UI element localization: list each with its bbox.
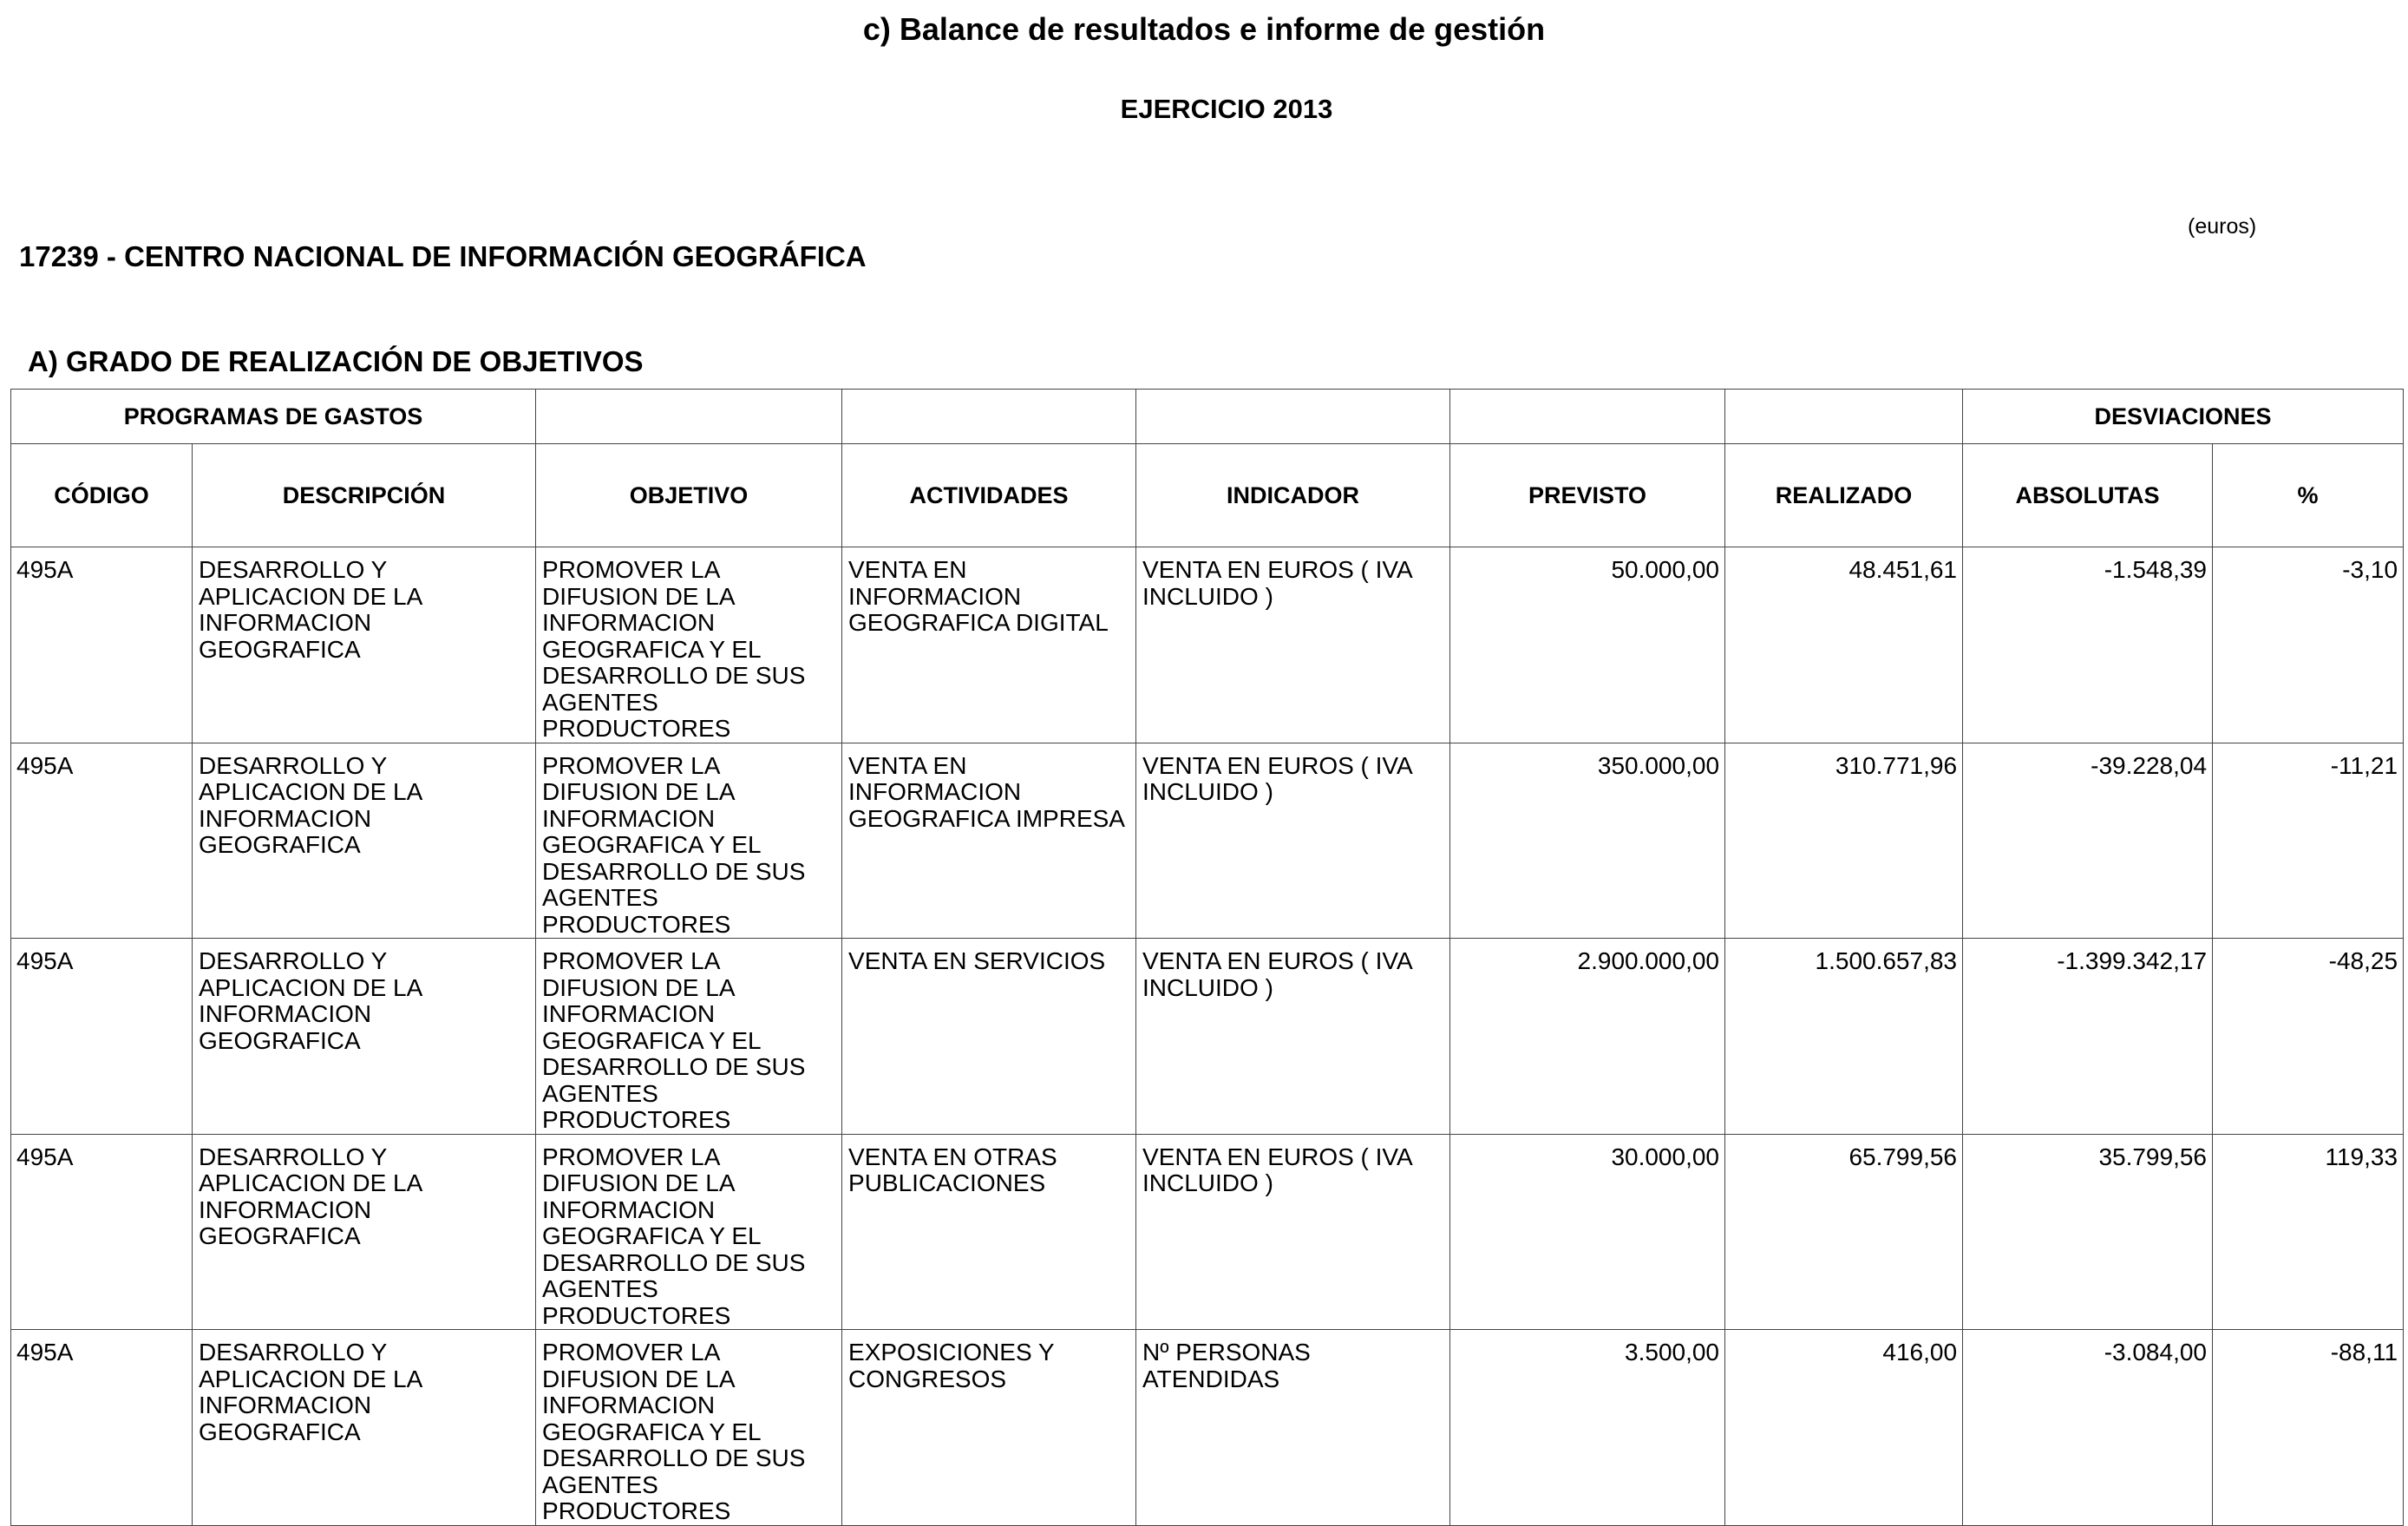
cell-previsto: 3.500,00 (1450, 1330, 1725, 1526)
group-header-empty (1725, 390, 1963, 444)
cell-porcentaje: -48,25 (2213, 939, 2404, 1135)
cell-actividades: VENTA EN INFORMACION GEOGRAFICA IMPRESA (842, 743, 1136, 939)
cell-realizado: 416,00 (1725, 1330, 1963, 1526)
cell-absolutas: -39.228,04 (1963, 743, 2213, 939)
column-header-indicador: INDICADOR (1136, 444, 1450, 547)
group-header-row (11, 390, 2404, 444)
cell-previsto: 2.900.000,00 (1450, 939, 1725, 1135)
cell-indicador: VENTA EN EUROS ( IVA INCLUIDO ) (1136, 1134, 1450, 1330)
column-header-descripcion: DESCRIPCIÓN (193, 444, 536, 547)
column-header-absolutas: ABSOLUTAS (1963, 444, 2213, 547)
cell-codigo: 495A (11, 547, 193, 743)
cell-actividades: EXPOSICIONES Y CONGRESOS (842, 1330, 1136, 1526)
cell-objetivo: PROMOVER LA DIFUSION DE LA INFORMACION GEOGRAFICA Y EL DESARROLLO DE SUS AGENTES PRODUCTORES (536, 1330, 842, 1526)
cell-realizado: 1.500.657,83 (1725, 939, 1963, 1135)
cell-previsto: 30.000,00 (1450, 1134, 1725, 1330)
cell-porcentaje: -3,10 (2213, 547, 2404, 743)
column-header-codigo: CÓDIGO (11, 444, 193, 547)
cell-objetivo: PROMOVER LA DIFUSION DE LA INFORMACION GEOGRAFICA Y EL DESARROLLO DE SUS AGENTES PRODUCTORES (536, 743, 842, 939)
table-row (11, 1134, 2404, 1330)
table-row (11, 939, 2404, 1135)
table-row (11, 1330, 2404, 1526)
table-row (11, 743, 2404, 939)
cell-actividades: VENTA EN INFORMACION GEOGRAFICA DIGITAL (842, 547, 1136, 743)
fiscal-year-heading: EJERCICIO 2013 (1120, 94, 1333, 124)
cell-porcentaje: 119,33 (2213, 1134, 2404, 1330)
column-header-porcentaje: % (2213, 444, 2404, 547)
column-header-realizado: REALIZADO (1725, 444, 1963, 547)
cell-realizado: 65.799,56 (1725, 1134, 1963, 1330)
cell-objetivo: PROMOVER LA DIFUSION DE LA INFORMACION GEOGRAFICA Y EL DESARROLLO DE SUS AGENTES PRODUCTORES (536, 1134, 842, 1330)
cell-realizado: 48.451,61 (1725, 547, 1963, 743)
cell-codigo: 495A (11, 1330, 193, 1526)
column-header-previsto: PREVISTO (1450, 444, 1725, 547)
cell-porcentaje: -88,11 (2213, 1330, 2404, 1526)
cell-codigo: 495A (11, 743, 193, 939)
group-header-programas: PROGRAMAS DE GASTOS (11, 390, 536, 444)
group-header-empty (536, 390, 842, 444)
cell-indicador: Nº PERSONAS ATENDIDAS (1136, 1330, 1450, 1526)
column-header-objetivo: OBJETIVO (536, 444, 842, 547)
cell-descripcion: DESARROLLO Y APLICACION DE LA INFORMACION GEOGRAFICA (193, 743, 536, 939)
cell-absolutas: -3.084,00 (1963, 1330, 2213, 1526)
cell-indicador: VENTA EN EUROS ( IVA INCLUIDO ) (1136, 547, 1450, 743)
cell-absolutas: -1.399.342,17 (1963, 939, 2213, 1135)
section-heading: A) GRADO DE REALIZACIÓN DE OBJETIVOS (28, 345, 644, 377)
cell-descripcion: DESARROLLO Y APLICACION DE LA INFORMACION GEOGRAFICA (193, 547, 536, 743)
cell-objetivo: PROMOVER LA DIFUSION DE LA INFORMACION GEOGRAFICA Y EL DESARROLLO DE SUS AGENTES PRODUCTORES (536, 547, 842, 743)
group-header-empty (1136, 390, 1450, 444)
group-header-empty (842, 390, 1136, 444)
cell-codigo: 495A (11, 939, 193, 1135)
column-header-actividades: ACTIVIDADES (842, 444, 1136, 547)
cell-actividades: VENTA EN SERVICIOS (842, 939, 1136, 1135)
page-title: c) Balance de resultados e informe de gestión (862, 11, 1546, 47)
entity-heading: 17239 - CENTRO NACIONAL DE INFORMACIÓN GEOGRÁFICA (19, 240, 867, 272)
group-header-desviaciones: DESVIACIONES (1963, 390, 2404, 444)
objectives-table (10, 389, 2404, 1526)
cell-previsto: 50.000,00 (1450, 547, 1725, 743)
cell-objetivo: PROMOVER LA DIFUSION DE LA INFORMACION GEOGRAFICA Y EL DESARROLLO DE SUS AGENTES PRODUCTORES (536, 939, 842, 1135)
cell-indicador: VENTA EN EUROS ( IVA INCLUIDO ) (1136, 939, 1450, 1135)
cell-descripcion: DESARROLLO Y APLICACION DE LA INFORMACION GEOGRAFICA (193, 1330, 536, 1526)
cell-indicador: VENTA EN EUROS ( IVA INCLUIDO ) (1136, 743, 1450, 939)
cell-absolutas: 35.799,56 (1963, 1134, 2213, 1330)
cell-realizado: 310.771,96 (1725, 743, 1963, 939)
cell-actividades: VENTA EN OTRAS PUBLICACIONES (842, 1134, 1136, 1330)
cell-codigo: 495A (11, 1134, 193, 1330)
cell-descripcion: DESARROLLO Y APLICACION DE LA INFORMACION GEOGRAFICA (193, 1134, 536, 1330)
group-header-empty (1450, 390, 1725, 444)
cell-absolutas: -1.548,39 (1963, 547, 2213, 743)
cell-descripcion: DESARROLLO Y APLICACION DE LA INFORMACION GEOGRAFICA (193, 939, 536, 1135)
cell-porcentaje: -11,21 (2213, 743, 2404, 939)
currency-units-note: (euros) (2188, 214, 2257, 239)
table-row (11, 547, 2404, 743)
cell-previsto: 350.000,00 (1450, 743, 1725, 939)
column-header-row (11, 444, 2404, 547)
